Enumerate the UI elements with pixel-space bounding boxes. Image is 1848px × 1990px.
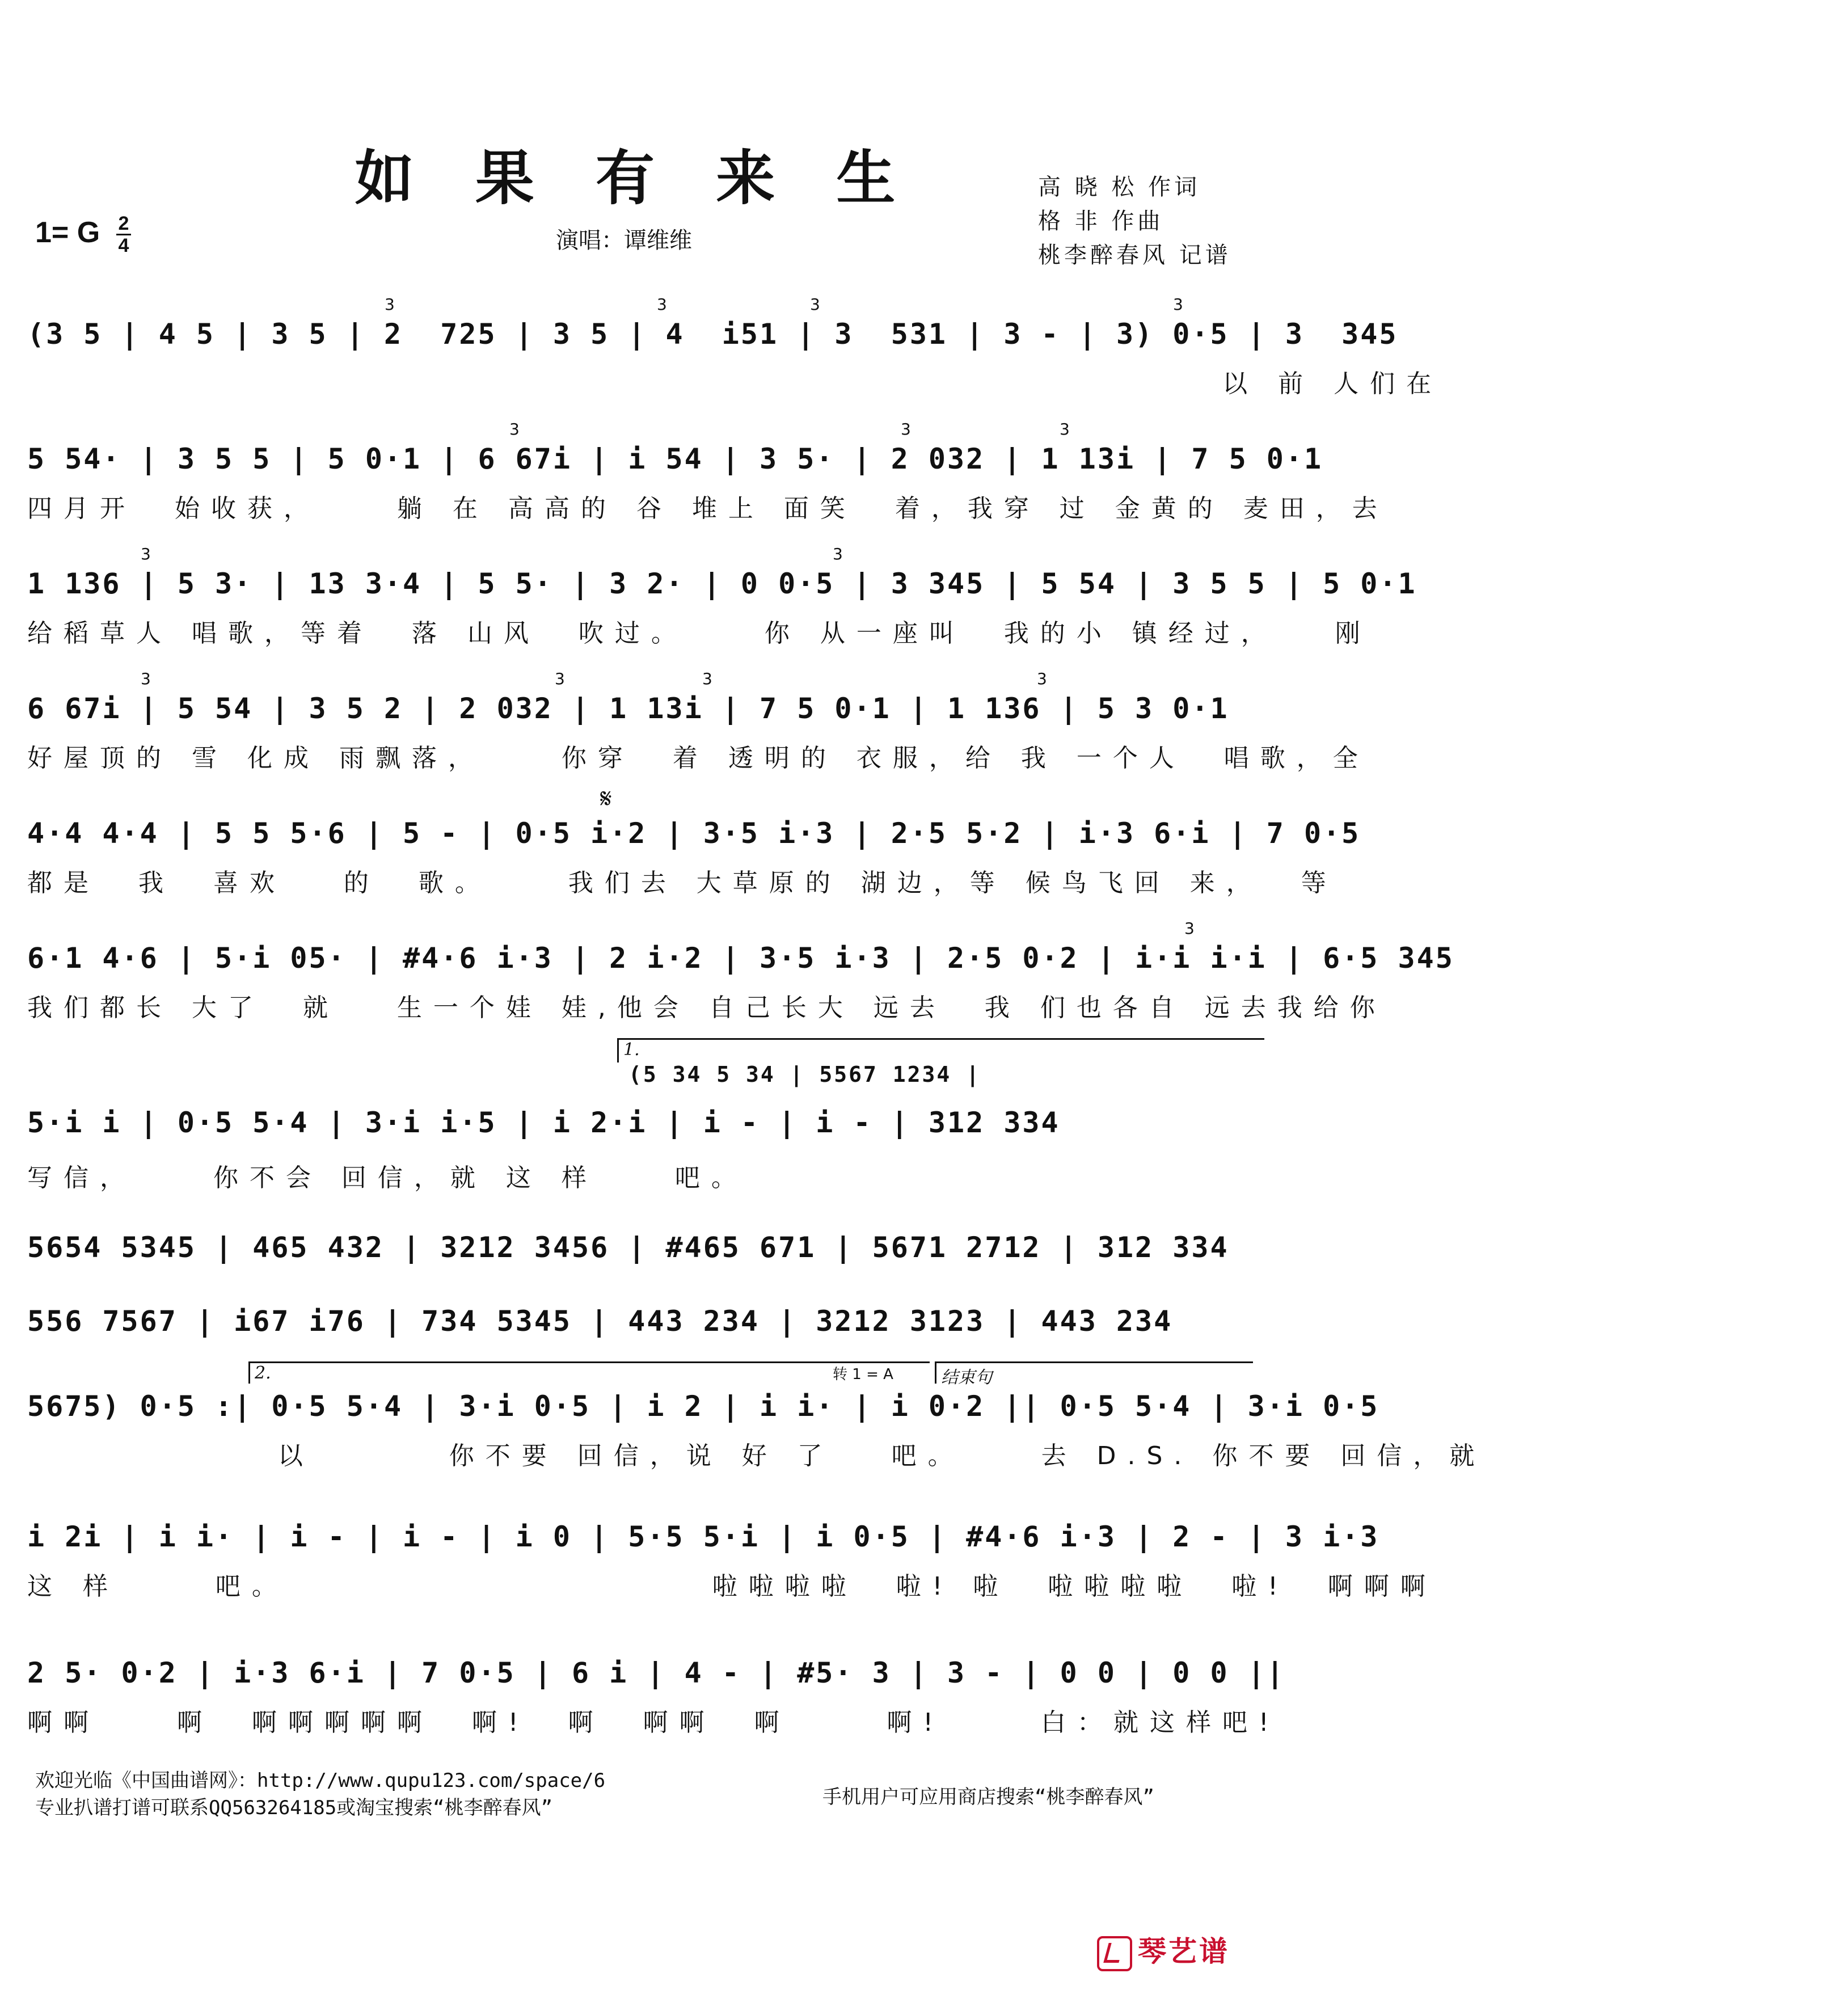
lyrics-line: 啊啊 啊 啊啊啊啊啊 啊! 啊 啊啊 啊 啊! 白：就这样吧!: [27, 1708, 1280, 1737]
brand-logo: [1097, 1929, 1230, 1971]
volta-1-label: 1.: [623, 1040, 640, 1060]
composer-credit: 格 非 作曲: [1038, 208, 1164, 234]
ending-bracket: [935, 1361, 1253, 1388]
ending-label: 结束句: [941, 1368, 992, 1388]
lyrics-line: 以 你不要 回信，说 好 了 吧。 去 D.S. 你不要 回信，就: [27, 1441, 1486, 1470]
triplet-mark: 3: [1037, 669, 1047, 688]
segno-icon: 𝄋: [600, 783, 612, 815]
notes-line: 5654 5345 | 465 432 | 3212 3456 | #465 671 | 5671 2712 | 312 334: [27, 1231, 1229, 1264]
notes-line: 1 136 | 5 3· | 13 3·4 | 5 5· | 3 2· | 0 0·5 | 3 345 | 5 54 | 3 5 5 | 5 0·1: [27, 567, 1417, 600]
transcriber-credit: 桃李醉春风 记谱: [1038, 242, 1231, 268]
lyrics-line: 给稻草人 唱歌，等着 落 山风 吹过。 你 从一座叫 我的小 镇经过， 刚: [27, 619, 1372, 648]
footer-app-note: 手机用户可应用商店搜索“桃李醉春风”: [822, 1786, 1154, 1808]
footer-contact-line: 专业扒谱打谱可联系QQ563264185或淘宝搜索“桃李醉春风”: [35, 1797, 553, 1819]
lyrics-line: 好屋顶的 雪 化成 雨飘落， 你穿 着 透明的 衣服，给 我 一个人 唱歌，全: [27, 744, 1369, 773]
notes-line: 5 54· | 3 5 5 | 5 0·1 | 6 67i | i 54 | 3 5· | 2 032 | 1 13i | 7 5 0·1: [27, 442, 1323, 475]
logo-text: 琴艺谱: [1138, 1935, 1230, 1968]
notes-line: i 2i | i i· | i - | i - | i 0 | 5·5 5·i | i 0·5 | #4·6 i·3 | 2 - | 3 i·3: [27, 1520, 1379, 1553]
time-sig-top: 2: [118, 213, 129, 234]
page-title: 如 果 有 来 生: [355, 143, 916, 213]
time-signature: [116, 213, 131, 256]
triplet-mark: 3: [1184, 919, 1195, 938]
notes-line: 2 5· 0·2 | i·3 6·i | 7 0·5 | 6 i | 4 - | #5· 3 | 3 - | 0 0 | 0 0 ||: [27, 1656, 1285, 1689]
time-sig-bottom: 4: [118, 235, 129, 256]
notes-line: 6 67i | 5 54 | 3 5 2 | 2 032 | 1 13i | 7 5 0·1 | 1 136 | 5 3 0·1: [27, 692, 1229, 725]
lyricist-credit: 高 晓 松 作词: [1038, 174, 1201, 200]
volta-1-notes: (5 34 5 34 | 5567 1234 |: [628, 1062, 981, 1087]
triplet-mark: 3: [555, 669, 565, 688]
volta-2: [248, 1361, 930, 1384]
triplet-mark: 3: [141, 545, 151, 563]
notes-line: 4·4 4·4 | 5 5 5·6 | 5 - | 0·5 i·2 | 3·5 i·3 | 2·5 5·2 | i·3 6·i | 7 0·5: [27, 817, 1361, 850]
lyrics-line: 都是 我 喜欢 的 歌。 我们去 大草原的 湖边，等 候鸟飞回 来， 等: [27, 868, 1338, 897]
volta-1: [617, 1038, 1264, 1063]
footer-left: [35, 1767, 605, 1822]
triplet-mark: 3: [385, 295, 395, 314]
triplet-mark: 3: [1173, 295, 1183, 314]
key-signature: 1= G: [35, 216, 100, 249]
modulation-mark: 转 1 = A: [833, 1366, 893, 1383]
logo-icon: [1097, 1936, 1132, 1971]
credits-block: [1038, 170, 1231, 272]
notes-line: (3 5 | 4 5 | 3 5 | 2 725 | 3 5 | 4 i51 | 3 531 | 3 - | 3) 0·5 | 3 345: [27, 318, 1398, 351]
triplet-mark: 3: [657, 295, 667, 314]
notes-line: 5675) 0·5 :| 0·5 5·4 | 3·i 0·5 | i 2 | i i· | i 0·2 || 0·5 5·4 | 3·i 0·5: [27, 1390, 1379, 1423]
notes-line: 556 7567 | i67 i76 | 734 5345 | 443 234 | 3212 3123 | 443 234: [27, 1305, 1173, 1338]
footer-website-line: 欢迎光临《中国曲谱网》：http://www.qupu123.com/space/6: [35, 1769, 606, 1792]
triplet-mark: 3: [702, 669, 712, 688]
triplet-mark: 3: [901, 420, 911, 439]
volta-2-label: 2.: [255, 1363, 271, 1383]
lyrics-line: 我们都长 大了 就 生一个娃 娃,他会 自己长大 远去 我 们也各自 远去我给你: [27, 993, 1386, 1022]
triplet-mark: 3: [141, 669, 151, 688]
triplet-mark: 3: [833, 545, 843, 563]
lyrics-line: 写信， 你不会 回信，就 这 样 吧。: [27, 1163, 748, 1192]
notes-line: 6·1 4·6 | 5·i 05· | #4·6 i·3 | 2 i·2 | 3·5 i·3 | 2·5 0·2 | i·i i·i | 6·5 345: [27, 942, 1454, 975]
triplet-mark: 3: [509, 420, 520, 439]
notes-line: 5·i i | 0·5 5·4 | 3·i i·5 | i 2·i | i - | i - | 312 334: [27, 1106, 1060, 1139]
lyrics-line: 四月开 始收获， 躺 在 高高的 谷 堆上 面笑 着，我穿 过 金黄的 麦田，去: [27, 494, 1389, 523]
lyrics-line: 这 样 吧。 啦啦啦啦 啦! 啦 啦啦啦啦 啦! 啊啊啊: [27, 1572, 1437, 1601]
triplet-mark: 3: [1060, 420, 1070, 439]
lyrics-line: 以 前 人们在: [27, 369, 1443, 398]
triplet-mark: 3: [810, 295, 820, 314]
singer-credit: 演唱：谭维维: [556, 227, 692, 254]
